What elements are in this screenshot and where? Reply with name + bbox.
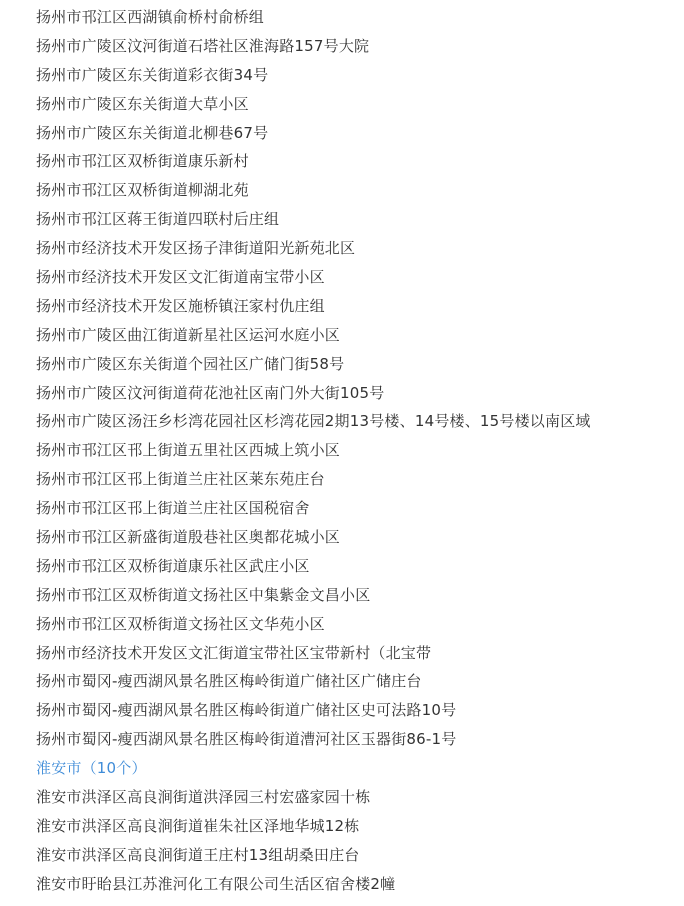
address-line: 扬州市邗江区蒋王街道四联村后庄组 [36,210,280,229]
address-line: 扬州市蜀冈-瘦西湖风景名胜区梅岭街道广储社区广储庄台 [36,672,422,691]
address-line: 扬州市经济技术开发区文汇街道宝带社区宝带新村（北宝带 [36,643,432,662]
address-line: 扬州市邗江区双桥街道康乐新村 [36,152,249,171]
address-line: 扬州市广陵区汶河街道荷花池社区南门外大街105号 [36,383,385,402]
address-line: 扬州市广陵区汶河街道石塔社区淮海路157号大院 [36,36,370,55]
address-line: 扬州市广陵区东关街道大草小区 [36,94,249,113]
address-list [36,3,676,899]
address-line: 淮安市洪泽区高良涧街道王庄村13组胡桑田庄台 [36,845,360,864]
address-line: 扬州市广陵区东关街道个园社区广储门街58号 [36,354,345,373]
address-line: 淮安市盱眙县江苏淮河化工有限公司生活区宿舍楼2幢 [36,874,396,893]
address-line: 扬州市邗江区双桥街道文扬社区中集紫金文昌小区 [36,585,371,604]
address-line: 扬州市经济技术开发区文汇街道南宝带小区 [36,268,325,287]
address-line: 扬州市广陵区汤汪乡杉湾花园社区杉湾花园2期13号楼、14号楼、15号楼以南区域 [36,412,591,431]
address-line: 扬州市邗江区双桥街道康乐社区武庄小区 [36,556,310,575]
address-line: 扬州市广陵区曲江街道新星社区运河水庭小区 [36,325,341,344]
address-line: 扬州市邗江区双桥街道柳湖北苑 [36,181,249,200]
section-heading: 淮安市（10个） [36,759,147,778]
address-line: 扬州市邗江区邗上街道兰庄社区莱东苑庄台 [36,470,325,489]
address-line: 淮安市洪泽区高良涧街道崔朱社区泽地华城12栋 [36,816,360,835]
address-line: 扬州市广陵区东关街道北柳巷67号 [36,123,269,142]
address-line: 扬州市邗江区西湖镇俞桥村俞桥组 [36,8,265,26]
address-line: 扬州市广陵区东关街道彩衣街34号 [36,65,269,84]
address-line: 扬州市邗江区邗上街道五里社区西城上筑小区 [36,441,341,460]
address-line: 扬州市经济技术开发区施桥镇汪家村仇庄组 [36,296,325,315]
address-line: 扬州市蜀冈-瘦西湖风景名胜区梅岭街道广储社区史可法路10号 [36,701,457,720]
address-line: 扬州市蜀冈-瘦西湖风景名胜区梅岭街道漕河社区玉器街86-1号 [36,730,457,749]
address-line: 扬州市邗江区邗上街道兰庄社区国税宿舍 [36,499,310,518]
address-line: 扬州市邗江区双桥街道文扬社区文华苑小区 [36,614,325,633]
address-line: 扬州市邗江区新盛街道殷巷社区奥都花城小区 [36,528,341,547]
address-line: 扬州市经济技术开发区扬子津街道阳光新苑北区 [36,239,356,258]
address-line: 淮安市洪泽区高良涧街道洪泽园三村宏盛家园十栋 [36,788,371,807]
